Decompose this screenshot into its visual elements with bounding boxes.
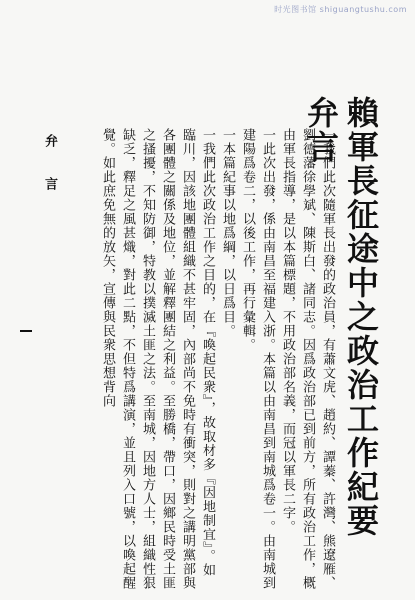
page-number: [20, 330, 32, 332]
paragraph: 一此次出發，係由南昌至福建入浙。本篇以由南昌到南城爲卷一。由南城到建陽爲卷二，以後工作，再行彙輯。: [240, 128, 275, 590]
paragraph: 一我們此次政治工作之目的，在『喚起民衆』，故取材多『因地制宜』。如臨川，因該地團體組織不甚牢固，內部尚不免時有衝突，則對之講明黨部與各團體之關係及地位，並解釋團結之利益。至勝橋，帶口，因鄉民時受土匪之搔擾，不知防御，特教以撲滅土匪之法。至南城，因地方人士，組織性狠缺乏，釋足之風甚熾，對此二點，不但特爲講演，並且列入口號，以喚起醒覺。如此庶免無的放矢，宣傳與民衆思想背向: [100, 128, 215, 590]
watermark: 时光图书馆 shiguangtushu.com: [274, 5, 407, 14]
body-text: [17, 128, 337, 590]
running-head: 弁言: [42, 134, 57, 220]
paragraph: 一我們此次隨軍長出發的政治員，有蕭文虎、趙約、譚蓁、許灣、熊遼雁、劉德藩徐學斌、陳斯白、諸同志。因爲政治部已到前方，所有政治工作，概由軍長指導，是以本篇標題，不用政治部名義，而冠以軍長二字。: [280, 128, 335, 590]
page-title: 賴軍長征途中之政治工作紀要弁言: [302, 96, 380, 538]
paragraph: 一本篇紀事以地爲綱，以日爲目。: [220, 128, 235, 338]
